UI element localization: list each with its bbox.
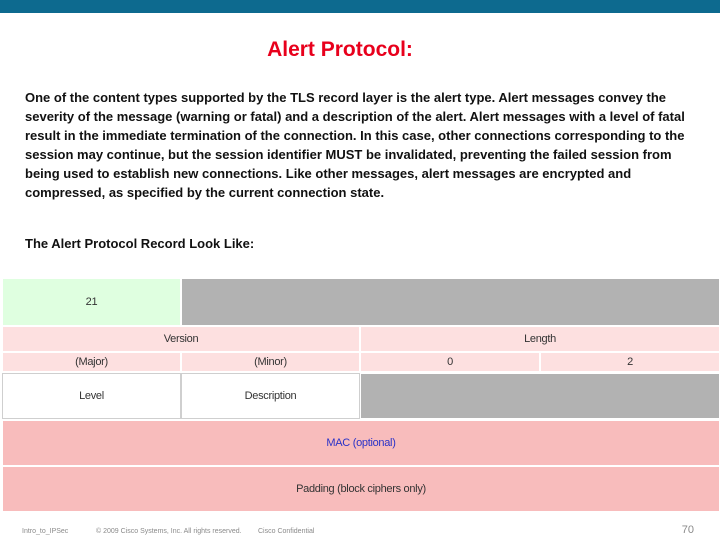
length-hi-cell xyxy=(540,352,720,372)
top-bar xyxy=(0,0,720,13)
body-paragraph: One of the content types supported by the TLS record layer is the alert type. Alert messages convey the severity of the message (warning or fatal) and a description of the alert. Alert messages with a level of fatal result in the immediate termination of the connection. In this case, other connections corresponding to the session may continue, but the session identifier MUST be invalidated, preventing the failed session from being used to establish new connections. Like other messages, alert messages are encrypted and compressed, as specified by the current connection state. xyxy=(25,90,685,200)
mac-cell xyxy=(2,420,720,466)
content-type-value: 21 xyxy=(85,296,98,308)
length-hi-value: 2 xyxy=(627,356,633,368)
unused-cell-row1 xyxy=(181,278,720,326)
length-lo-value: 0 xyxy=(447,356,453,368)
version-label: Version xyxy=(163,333,199,345)
unused-cell-row4 xyxy=(360,373,720,419)
footer-copyright: © 2009 Cisco Systems, Inc. All rights reserved. xyxy=(96,528,242,535)
footer-confidential: Cisco Confidential xyxy=(258,528,315,535)
major-cell xyxy=(2,352,181,372)
length-cell xyxy=(360,326,720,352)
mac-label: MAC (optional) xyxy=(326,437,396,449)
record-heading: The Alert Protocol Record Look Like: xyxy=(25,236,255,251)
padding-cell xyxy=(2,466,720,512)
level-cell xyxy=(2,373,181,419)
description-label: Description xyxy=(244,390,297,402)
minor-label: (Minor) xyxy=(254,356,287,368)
description-cell xyxy=(181,373,360,419)
length-lo-cell xyxy=(360,352,540,372)
footer-file: Intro_to_IPSec xyxy=(22,528,69,535)
padding-label: Padding (block ciphers only) xyxy=(296,483,426,495)
major-label: (Major) xyxy=(75,356,108,368)
level-label: Level xyxy=(79,390,104,402)
page-number: 70 xyxy=(681,524,694,536)
version-cell xyxy=(2,326,360,352)
minor-cell xyxy=(181,352,360,372)
content-type-cell xyxy=(2,278,181,326)
slide-title: Alert Protocol: xyxy=(267,38,413,61)
length-label: Length xyxy=(524,333,556,345)
